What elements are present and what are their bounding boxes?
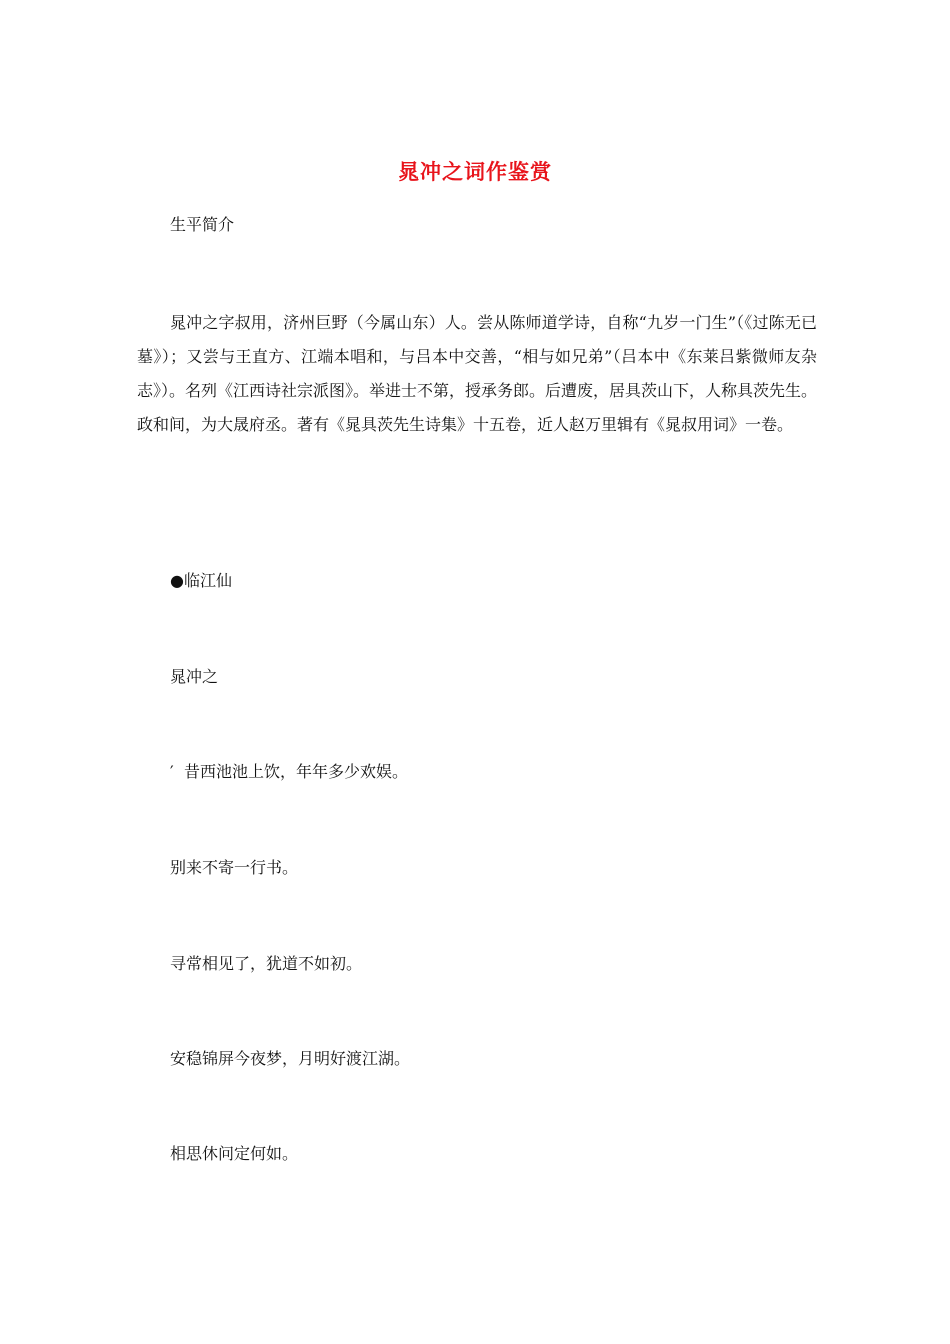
biography-paragraph: 晁冲之字叔用，济州巨野（今属山东）人。尝从陈师道学诗，自称“九岁一门生”（《过陈无已墓》）；又尝与王直方、江端本唱和，与吕本中交善，“相与如兄弟”（吕本中《东莱吕紫微师友杂志》）。名列《江西诗社宗派图》。举进士不第，授承务郎。后遭废，居具茨山下，人称具茨先生。政和间，为大晟府丞。著有《晁具茨先生诗集》十五卷，近人赵万里辑有《晁叔用词》一卷。: [137, 313, 818, 434]
section-heading: 生平简介: [170, 215, 235, 234]
document-title: 晁冲之词作鉴赏: [398, 160, 552, 184]
poem-line-3: 寻常相见了，犹道不如初。: [170, 954, 363, 973]
poem-line-1: [170, 759, 408, 782]
poem-line-4: 安稳锦屏今夜梦，月明好渡江湖。: [170, 1049, 411, 1068]
poem-mark: ′: [170, 762, 174, 781]
poem-line-text: 昔西池池上饮，年年多少欢娱。: [184, 762, 409, 781]
poem-line-2: 别来不寄一行书。: [170, 858, 299, 877]
poem-author: 晁冲之: [170, 667, 219, 686]
poem-line-5: 相思休问定何如。: [170, 1144, 299, 1163]
poem-heading: ●临江仙: [170, 571, 232, 590]
